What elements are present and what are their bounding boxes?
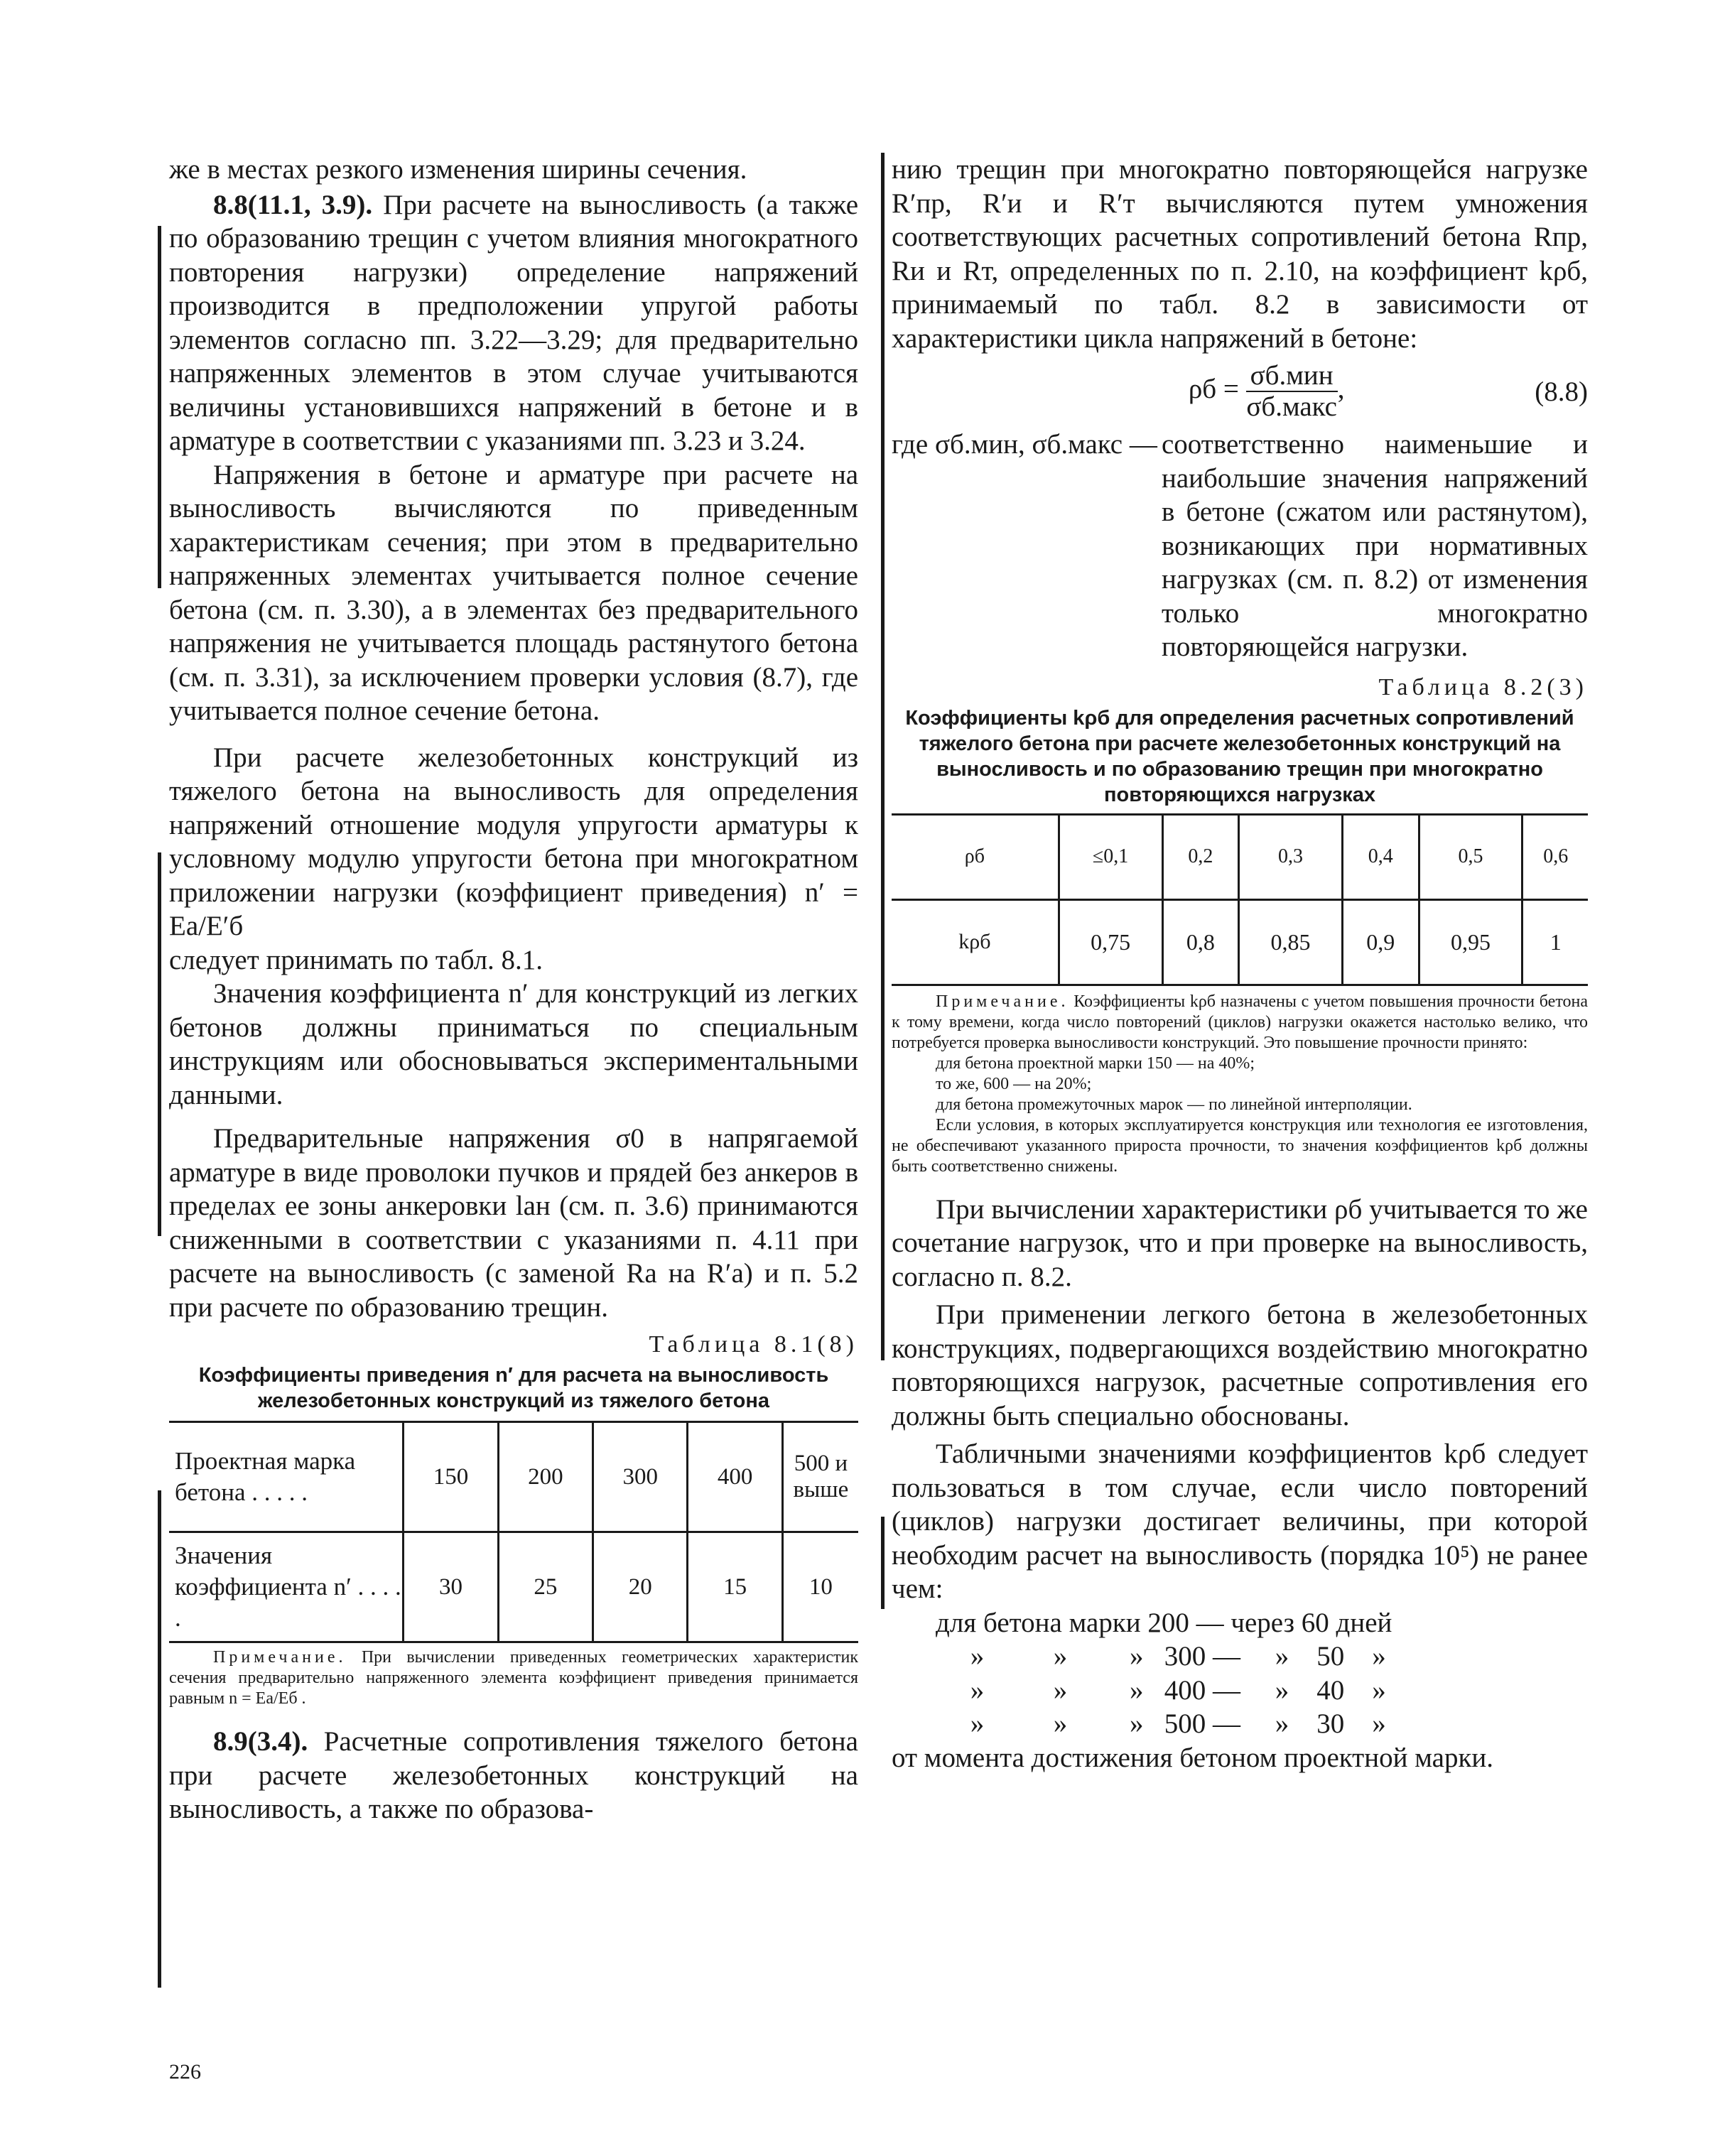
paragraph: При расчете железобетонных конструкций из тяжелого бетона на выносливость для определения напряжений отношение модуля упругости арматуры к условному модулю упругости бетона при многократном приложении нагрузки (коэффициент приведения) n′ = Eа/E′б	[169, 742, 858, 941]
note-text: Коэффициенты kρб назначены с учетом повышения прочности бетона к тому времени, когда число повторений (циклов) нагрузки окажется настолько велико, что потребуется проверка выносливости конструкций. Это повышение прочности принято:	[892, 992, 1588, 1052]
equation-lhs: ρб =	[1188, 373, 1239, 404]
table-number: Таблица 8.1(8)	[649, 1331, 858, 1358]
where-text: соответственно наименьшие и наибольшие значения напряжений в бетоне (сжатом или растянутом), возникающих при нормативных нагрузках (см. п. 8.2) от изменения только многократно повторяющейся нагрузки.	[1162, 429, 1588, 662]
equation-fraction	[1246, 361, 1338, 422]
denominator: σб.макс	[1246, 391, 1337, 422]
table-note	[892, 984, 1588, 1177]
table-cell: 0,2	[1162, 814, 1239, 899]
note-title: Примечание.	[213, 1648, 347, 1667]
paragraph: Напряжения в бетоне и арматуре при расчете на выносливость вычисляются по приведенным характеристикам сечения; при этом в предварительно напряженных элементах учитывается полное сечение бетона (см. п. 3.30), а в элементах без предварительного напряжения не учитывается площадь растянутого бетона (см. п. 3.31), за исключением проверки условия (8.7), где учитывается полное сечение бетона.	[169, 459, 858, 726]
note-line: для бетона проектной марки 150 — на 40%;	[936, 1053, 1255, 1073]
note-text: При вычислении приведенных геометрических характеристик сечения предварительно напряженного элемента коэффициент приведения принимается равным n = Eа/Eб .	[169, 1648, 858, 1708]
table-cell: 0,4	[1342, 814, 1419, 899]
table-cell: 0,95	[1419, 899, 1522, 984]
coefficient-table	[169, 1421, 858, 1641]
table-cell: 0,75	[1059, 899, 1162, 984]
clause-number: 8.8(11.1, 3.9).	[213, 189, 373, 220]
list-item: для бетона марки 200 — через 60 дней	[936, 1607, 1392, 1638]
table-number: Таблица 8.2(3)	[1378, 673, 1588, 700]
paragraph: от момента достижения бетоном проектной марки.	[892, 1742, 1494, 1773]
table-caption: Коэффициенты приведения n′ для расчета на выносливость железобетонных конструкций из тяжелого бетона	[198, 1364, 829, 1412]
table-cell: 0,6	[1522, 814, 1588, 899]
clause-number: 8.9(3.4).	[213, 1726, 308, 1757]
paragraph: нию трещин при многократно повторяющейся нагрузке R′пр, R′и и R′т вычисляются путем умножения соответствующих расчетных сопротивлений бетона Rпр, Rи и Rт, определенных по п. 2.10, на коэффициент kρб, принимаемый по табл. 8.2 в зависимости от характеристики цикла напряжений в бетоне:	[892, 154, 1588, 354]
table-cell: ≤0,1	[1059, 814, 1162, 899]
left-column	[169, 153, 858, 1826]
paragraph: При применении легкого бетона в железобетонных конструкциях, подвергающихся воздействию многократно повторяющихся нагрузок, расчетные сопротивления его должны быть специально обоснованы.	[892, 1299, 1588, 1431]
paragraph-8-8	[169, 188, 858, 458]
table-cell: 30	[404, 1532, 498, 1642]
table-cell: 0,85	[1239, 899, 1343, 984]
table-cell: 0,9	[1342, 899, 1419, 984]
paragraph: Предварительные напряжения σ0 в напрягаемой арматуре в виде проволоки пучков и прядей без анкеров в пределах ее зоны анкеровки lан (см. п. 3.6) принимаются сниженными в соответствии с указаниями п. 4.11 при расчете на выносливость (с заменой Rа на R′а) и п. 5.2 при расчете по образованию трещин.	[169, 1123, 858, 1323]
margin-bar	[881, 153, 885, 1360]
clause-text: Расчетные сопротивления тяжелого бетона при расчете железобетонных конструкций на выносливость, а также по образова-	[169, 1726, 858, 1824]
table-cell: 200	[498, 1422, 593, 1532]
table-cell: 20	[593, 1532, 688, 1642]
table-note	[169, 1641, 858, 1709]
row-label: Проектная марка бетона . . . . .	[169, 1422, 404, 1532]
paragraph: Значения коэффициента n′ для конструкций из легких бетонов должны приниматься по специальным инструкциям или обосновываться экспериментальными данными.	[169, 978, 858, 1110]
clause-text: При расчете на выносливость (а также по образованию трещин с учетом влияния многократного повторения нагрузки) определение напряжений производится в предположении упругой работы элементов согласно пп. 3.22—3.29; для предварительно напряженных элементов в этом случае учитываются величины установившихся напряжений в бетоне и в арматуре в соответствии с указаниями пп. 3.23 и 3.24.	[169, 189, 859, 456]
equation-body: ρб = $\frac{\text{σб.мин}}{\text{σб.макс}}$ ,	[1188, 360, 1345, 422]
margin-bar	[158, 226, 161, 588]
table-row	[169, 1422, 858, 1532]
age-list	[892, 1606, 1588, 1741]
coefficient-table	[892, 813, 1588, 984]
paragraph-8-9	[169, 1725, 858, 1826]
paragraph: При вычислении характеристики ρб учитывается то же сочетание нагрузок, что и при проверке на выносливость, согласно п. 8.2.	[892, 1193, 1588, 1292]
equation-tag: (8.8)	[1535, 376, 1588, 407]
paragraph: же в местах резкого изменения ширины сечения.	[169, 154, 747, 185]
note-title: Примечание.	[936, 992, 1069, 1011]
equation-8-8	[892, 361, 1588, 422]
where-clause	[892, 428, 1588, 664]
table-cell: 0,3	[1239, 814, 1343, 899]
table-cell: 10	[782, 1532, 858, 1642]
table-cell: 150	[404, 1422, 498, 1532]
paragraph: следует принимать по табл. 8.1.	[169, 944, 543, 975]
list-item: » » » 300 — » 50 »	[936, 1641, 1386, 1672]
table-row	[892, 814, 1588, 899]
paragraph: Табличными значениями коэффициентов kρб следует пользоваться в том случае, если число повторений (циклов) нагрузки достигает величины, при которой необходим расчет на выносливость (порядка 10⁵) не ранее чем:	[892, 1439, 1588, 1604]
table-cell: 25	[498, 1532, 593, 1642]
list-item: » » » 400 — » 40 »	[936, 1674, 1386, 1706]
table-cell: 500 и выше	[782, 1422, 858, 1532]
row-label: kρб	[958, 930, 991, 953]
table-row	[169, 1532, 858, 1642]
note-line: Если условия, в которых эксплуатируется конструкция или технология ее изготовления, не обеспечивают указанного прироста прочности, то значения коэффициентов kρб должны быть соответственно снижены.	[892, 1115, 1588, 1176]
table-cell: 0,8	[1162, 899, 1239, 984]
right-column	[892, 153, 1588, 1775]
where-label: где σб.мин, σб.макс —	[892, 429, 1157, 460]
list-item: » » » 500 — » 30 »	[936, 1708, 1386, 1739]
page-number: 226	[169, 2060, 201, 2084]
margin-bar	[881, 1517, 885, 1609]
table-caption: Коэффициенты kρб для определения расчетных сопротивлений тяжелого бетона при расчете железобетонных конструкций на выносливость и по образованию трещин при многократно повторяющихся нагрузках	[905, 706, 1574, 806]
table-cell: 0,5	[1419, 814, 1522, 899]
row-label: ρб	[892, 814, 1059, 899]
table-cell: 400	[688, 1422, 782, 1532]
margin-bar	[158, 852, 161, 1236]
table-row	[892, 899, 1588, 984]
table-cell: 300	[593, 1422, 688, 1532]
table-cell: 1	[1522, 899, 1588, 984]
table-cell: 15	[688, 1532, 782, 1642]
margin-bar	[158, 1490, 161, 1988]
note-line: для бетона промежуточных марок — по линейной интерполяции.	[936, 1095, 1412, 1114]
note-line	[892, 992, 1588, 1053]
row-label: Значения коэффициента n′ . . . . .	[175, 1542, 401, 1632]
numerator: σб.мин	[1246, 361, 1338, 392]
note-line: то же, 600 — на 20%;	[936, 1074, 1092, 1093]
